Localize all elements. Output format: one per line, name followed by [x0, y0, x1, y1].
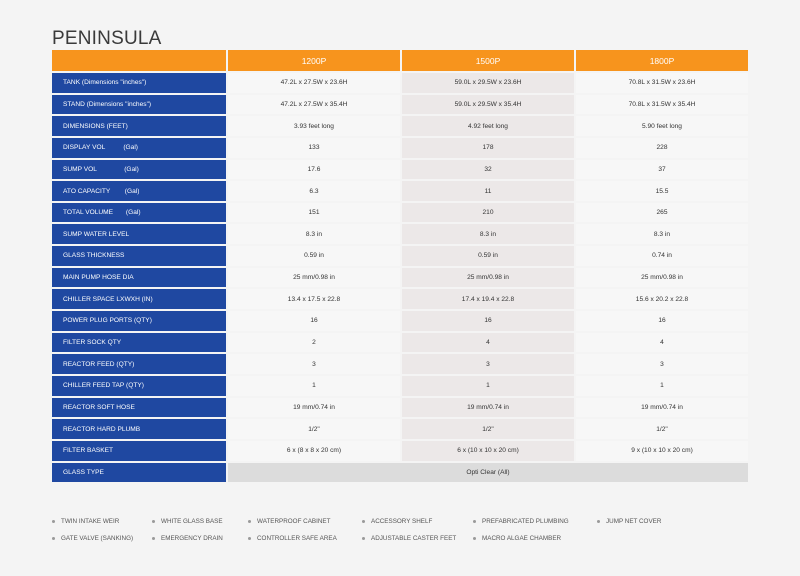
- table-cell: 1: [576, 376, 748, 396]
- feature-label: JUMP NET COVER: [606, 518, 662, 525]
- table-cell: 25 mm/0.98 in: [402, 268, 574, 288]
- table-cell-merged: Opti Clear (All): [228, 463, 748, 483]
- table-cell: 0.59 in: [228, 246, 400, 266]
- table-cell: 32: [402, 160, 574, 180]
- bullet-icon: [362, 537, 365, 540]
- table-cell: 47.2L x 27.5W x 23.6H: [228, 73, 400, 93]
- feature-label: GATE VALVE (SANKING): [61, 535, 134, 542]
- table-cell: 37: [576, 160, 748, 180]
- feature-item: [248, 518, 330, 525]
- row-label: FILTER SOCK QTY: [52, 333, 226, 353]
- row-label: MAIN PUMP HOSE DIA: [52, 268, 226, 288]
- table-cell: 1: [228, 376, 400, 396]
- feature-label: TWIN INTAKE WEIR: [61, 518, 120, 525]
- row-label: CHILLER FEED TAP (QTY): [52, 376, 226, 396]
- row-label: CHILLER SPACE LXWXH (IN): [52, 289, 226, 309]
- feature-item: [248, 535, 337, 542]
- page-title: PENINSULA: [52, 28, 162, 49]
- table-cell: 178: [402, 138, 574, 158]
- bullet-icon: [248, 537, 251, 540]
- bullet-icon: [152, 537, 155, 540]
- table-cell: 70.8L x 31.5W x 35.4H: [576, 95, 748, 115]
- spec-table: [50, 48, 750, 484]
- table-row: [52, 73, 748, 93]
- row-label: DIMENSIONS (FEET): [52, 116, 226, 136]
- table-cell: 19 mm/0.74 in: [228, 398, 400, 418]
- feature-label: MACRO ALGAE CHAMBER: [482, 535, 562, 542]
- bullet-icon: [597, 520, 600, 523]
- table-cell: 70.8L x 31.5W x 23.6H: [576, 73, 748, 93]
- row-label: FILTER BASKET: [52, 441, 226, 461]
- table-cell: 11: [402, 181, 574, 201]
- table-cell: 16: [228, 311, 400, 331]
- table-cell: 47.2L x 27.5W x 35.4H: [228, 95, 400, 115]
- row-label: POWER PLUG PORTS (QTY): [52, 311, 226, 331]
- row-label: REACTOR FEED (QTY): [52, 354, 226, 374]
- table-cell: 59.0L x 29.5W x 23.6H: [402, 73, 574, 93]
- table-cell: 8.3 in: [576, 224, 748, 244]
- bullet-icon: [362, 520, 365, 523]
- table-row: [52, 333, 748, 353]
- table-cell: 6.3: [228, 181, 400, 201]
- table-cell: 151: [228, 203, 400, 223]
- table-cell: 19 mm/0.74 in: [576, 398, 748, 418]
- feature-item: [473, 535, 561, 542]
- table-row: [52, 311, 748, 331]
- row-label: SUMP VOL (Gal): [52, 160, 226, 180]
- feature-item: [597, 518, 661, 525]
- feature-label: WHITE GLASS BASE: [161, 518, 223, 525]
- feature-label: CONTROLLER SAFE AREA: [257, 535, 337, 542]
- feature-label: EMERGENCY DRAIN: [161, 535, 223, 542]
- table-cell: 3: [228, 354, 400, 374]
- table-cell: 4.92 feet long: [402, 116, 574, 136]
- table-cell: 3: [576, 354, 748, 374]
- table-cell: 16: [402, 311, 574, 331]
- column-header: 1800P: [576, 50, 748, 71]
- table-cell: 8.3 in: [228, 224, 400, 244]
- table-cell: 2: [228, 333, 400, 353]
- table-row: [52, 268, 748, 288]
- table-row: [52, 224, 748, 244]
- table-cell: 9 x (10 x 10 x 20 cm): [576, 441, 748, 461]
- table-cell: 3: [402, 354, 574, 374]
- table-cell: 3.93 feet long: [228, 116, 400, 136]
- table-row: [52, 203, 748, 223]
- row-label: TOTAL VOLUME (Gal): [52, 203, 226, 223]
- table-cell: 210: [402, 203, 574, 223]
- table-cell: 4: [576, 333, 748, 353]
- column-header: 1500P: [402, 50, 574, 71]
- table-cell: 265: [576, 203, 748, 223]
- header-corner: [52, 50, 226, 71]
- table-row: [52, 181, 748, 201]
- table-cell: 13.4 x 17.5 x 22.8: [228, 289, 400, 309]
- row-label: GLASS TYPE: [52, 463, 226, 483]
- column-header: 1200P: [228, 50, 400, 71]
- table-row: [52, 116, 748, 136]
- table-cell: 17.4 x 19.4 x 22.8: [402, 289, 574, 309]
- bullet-icon: [152, 520, 155, 523]
- table-row: [52, 354, 748, 374]
- table-row: [52, 463, 748, 483]
- feature-item: [152, 535, 223, 542]
- table-cell: 25 mm/0.98 in: [228, 268, 400, 288]
- table-row: [52, 289, 748, 309]
- row-label: ATO CAPACITY (Gal): [52, 181, 226, 201]
- row-label: SUMP WATER LEVEL: [52, 224, 226, 244]
- table-cell: 59.0L x 29.5W x 35.4H: [402, 95, 574, 115]
- bullet-icon: [52, 520, 55, 523]
- bullet-icon: [473, 520, 476, 523]
- feature-item: [152, 518, 223, 525]
- row-label: REACTOR HARD PLUMB: [52, 419, 226, 439]
- table-row: [52, 419, 748, 439]
- table-cell: 15.6 x 20.2 x 22.8: [576, 289, 748, 309]
- row-label: DISPLAY VOL (Gal): [52, 138, 226, 158]
- table-cell: 17.6: [228, 160, 400, 180]
- table-cell: 16: [576, 311, 748, 331]
- table-row: [52, 95, 748, 115]
- table-cell: 5.90 feet long: [576, 116, 748, 136]
- table-row: [52, 441, 748, 461]
- table-cell: 1/2": [228, 419, 400, 439]
- bullet-icon: [473, 537, 476, 540]
- table-cell: 15.5: [576, 181, 748, 201]
- table-cell: 19 mm/0.74 in: [402, 398, 574, 418]
- table-cell: 0.74 in: [576, 246, 748, 266]
- table-cell: 133: [228, 138, 400, 158]
- table-cell: 4: [402, 333, 574, 353]
- table-cell: 228: [576, 138, 748, 158]
- table-cell: 1: [402, 376, 574, 396]
- feature-list: [52, 518, 752, 558]
- table-row: [52, 160, 748, 180]
- table-row: [52, 138, 748, 158]
- feature-item: [52, 535, 133, 542]
- table-cell: 8.3 in: [402, 224, 574, 244]
- feature-label: PREFABRICATED PLUMBING: [482, 518, 569, 525]
- row-label: GLASS THICKNESS: [52, 246, 226, 266]
- feature-label: ACCESSORY SHELF: [371, 518, 433, 525]
- row-label: STAND (Dimensions "inches"): [52, 95, 226, 115]
- feature-item: [362, 518, 432, 525]
- row-label: REACTOR SOFT HOSE: [52, 398, 226, 418]
- table-cell: 6 x (10 x 10 x 20 cm): [402, 441, 574, 461]
- row-label: TANK (Dimensions "inches"): [52, 73, 226, 93]
- table-row: [52, 398, 748, 418]
- bullet-icon: [52, 537, 55, 540]
- feature-label: ADJUSTABLE CASTER FEET: [371, 535, 457, 542]
- table-row: [52, 246, 748, 266]
- feature-item: [52, 518, 119, 525]
- bullet-icon: [248, 520, 251, 523]
- feature-label: WATERPROOF CABINET: [257, 518, 331, 525]
- feature-item: [473, 518, 569, 525]
- table-cell: 0.59 in: [402, 246, 574, 266]
- table-cell: 25 mm/0.98 in: [576, 268, 748, 288]
- table-row: [52, 376, 748, 396]
- header-row: [52, 50, 748, 71]
- table-cell: 1/2": [576, 419, 748, 439]
- table-cell: 6 x (8 x 8 x 20 cm): [228, 441, 400, 461]
- feature-item: [362, 535, 456, 542]
- table-cell: 1/2": [402, 419, 574, 439]
